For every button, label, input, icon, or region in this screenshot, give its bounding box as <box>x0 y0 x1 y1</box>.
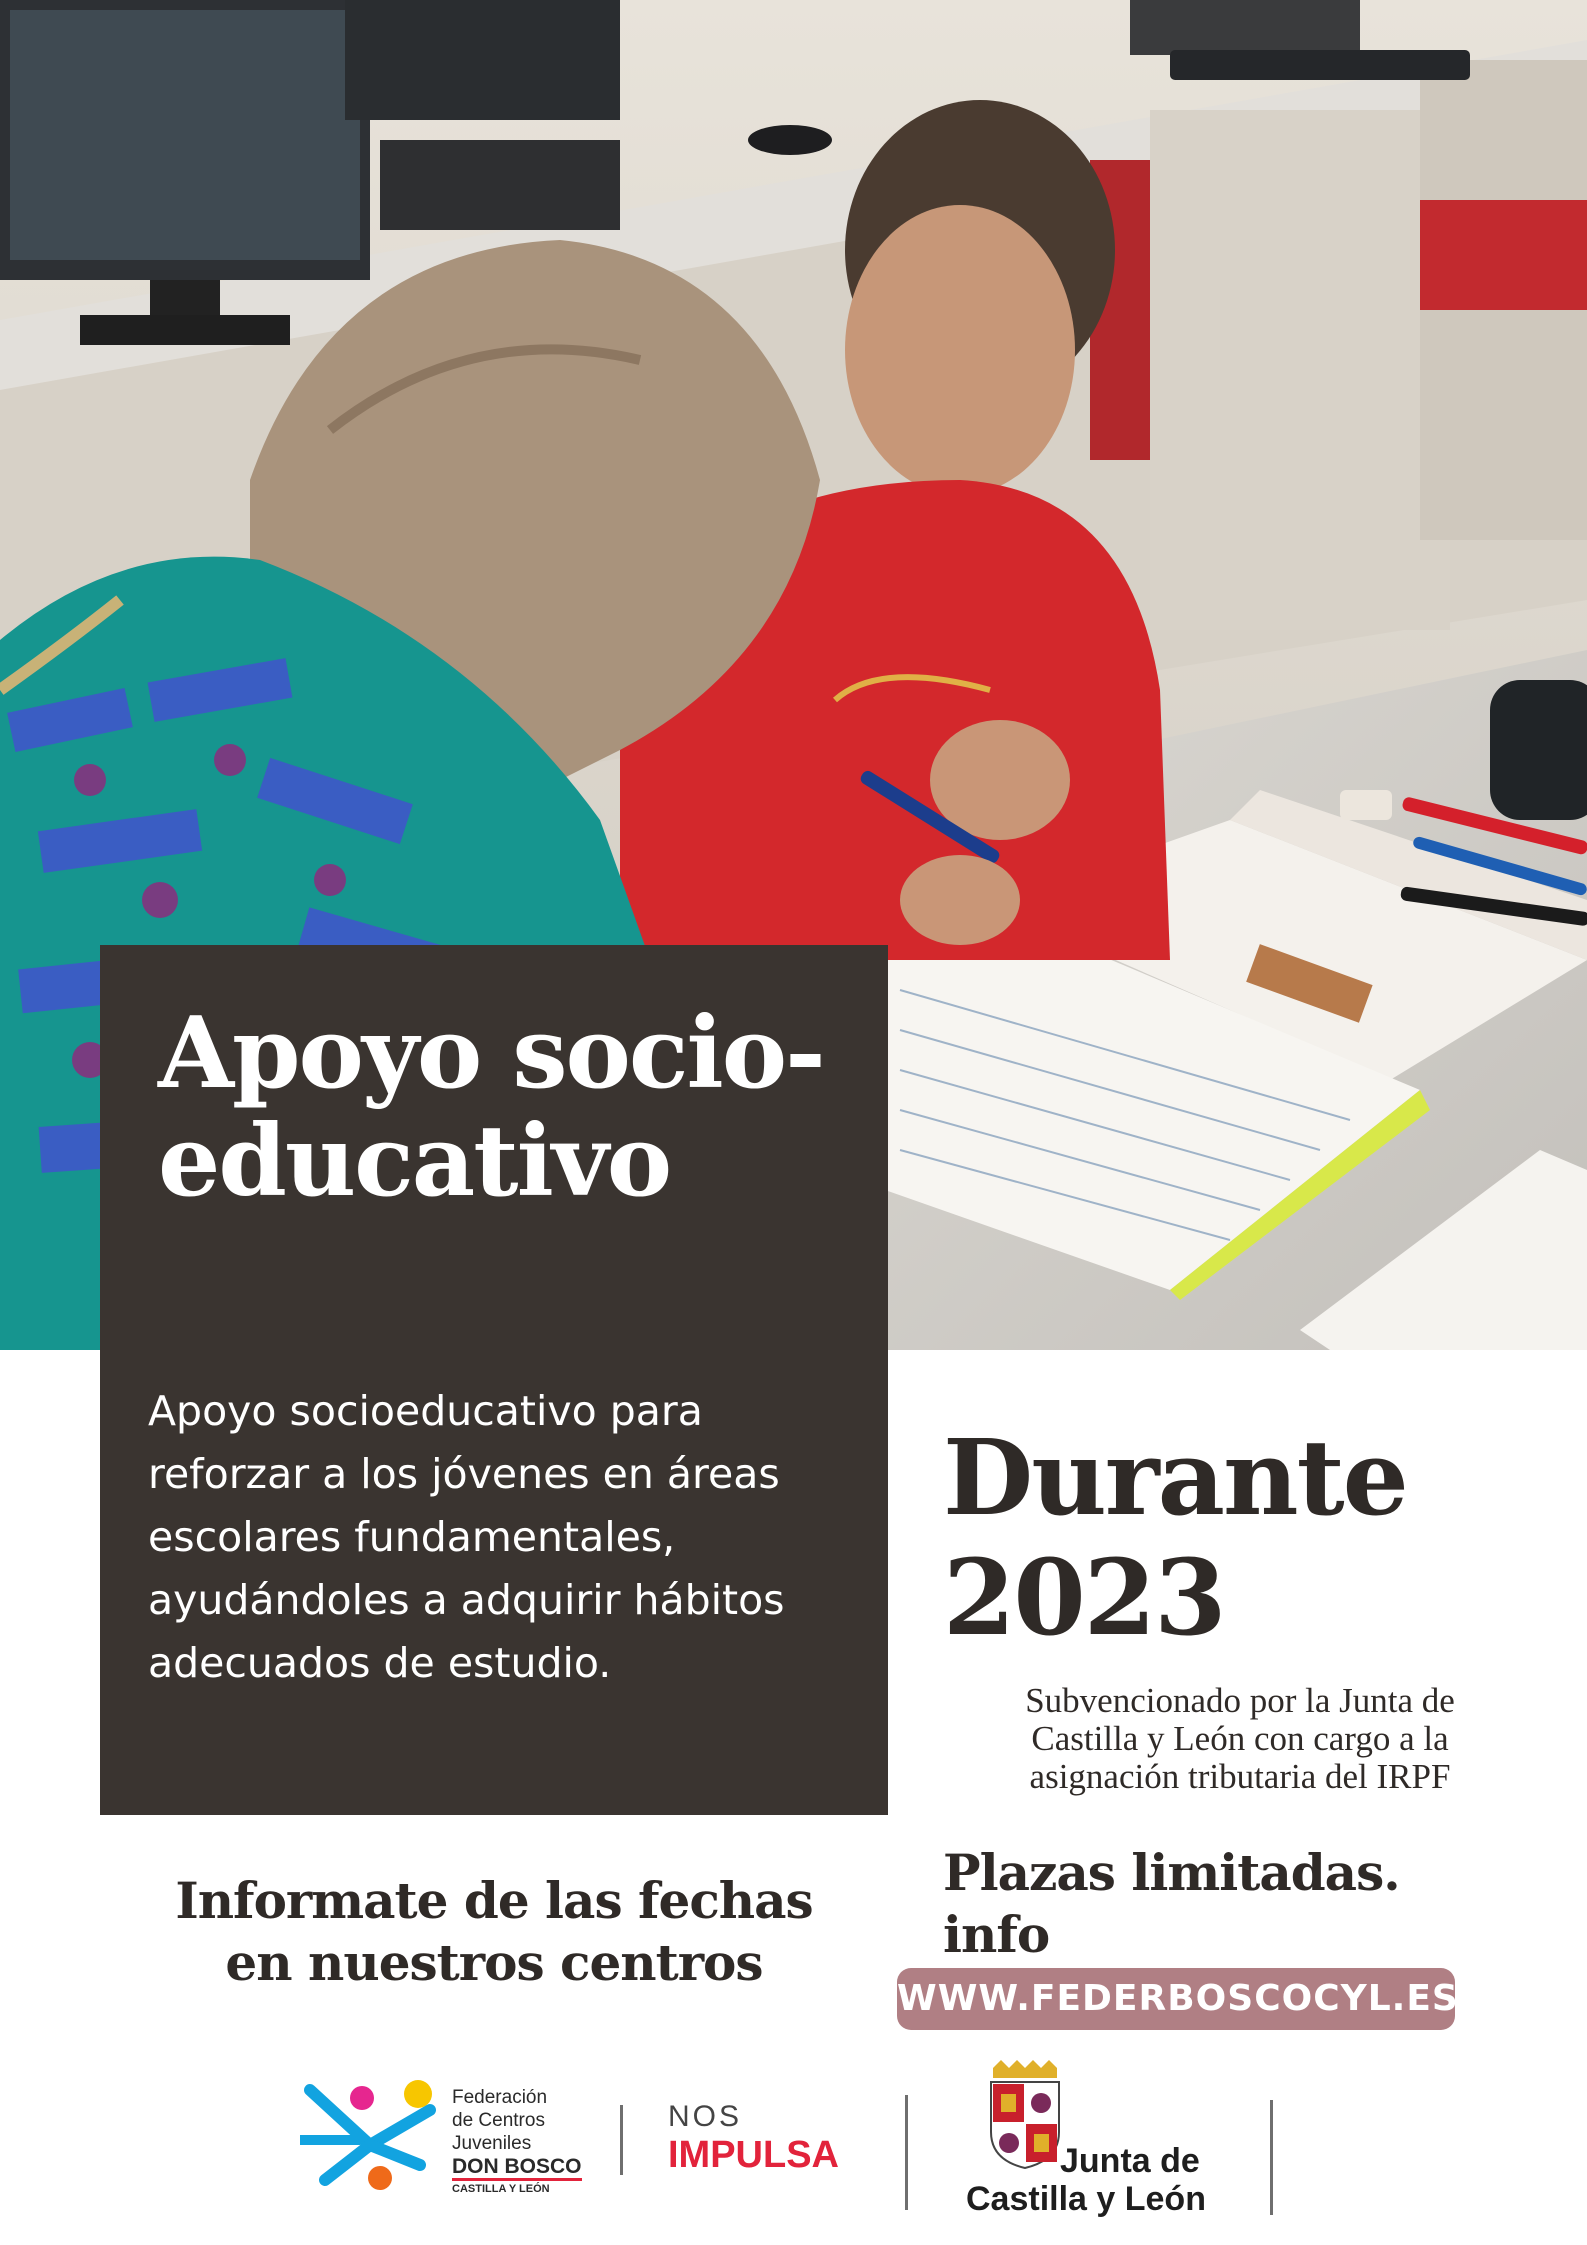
date-heading <box>943 1418 1503 1658</box>
logo-divider-1 <box>620 2105 623 2175</box>
limited-places-text <box>943 1842 1503 1966</box>
federacion-logo <box>300 2070 600 2210</box>
date-line-1: Durante <box>943 1416 1407 1539</box>
logo-divider-3 <box>1270 2100 1273 2215</box>
title-line-2: educativo <box>158 1104 671 1219</box>
logo-divider-2 <box>905 2095 908 2210</box>
plazas-line-2: info <box>943 1905 1050 1964</box>
subsidy-note <box>930 1682 1550 1796</box>
subsidy-line-1: Subvencionado por la Junta de <box>1025 1681 1455 1720</box>
plazas-line-1: Plazas limitadas. <box>943 1843 1400 1902</box>
date-year: 2023 <box>943 1536 1225 1659</box>
junta-line-1: Junta de <box>1060 2142 1200 2180</box>
nos-label: NOS <box>668 2100 743 2133</box>
junta-line-2: Castilla y León <box>966 2180 1206 2218</box>
federacion-emblem-icon <box>300 2070 440 2200</box>
federacion-line-2: de Centros <box>452 2110 545 2131</box>
informate-line-1: Informate de las fechas <box>175 1871 813 1930</box>
federacion-line-5: CASTILLA Y LEÓN <box>452 2178 582 2197</box>
page-title <box>158 996 858 1219</box>
subsidy-line-3: asignación tributaria del IRPF <box>1029 1757 1451 1796</box>
federacion-line-3: Juveniles <box>452 2133 532 2154</box>
title-line-1: Apoyo socio- <box>158 996 824 1111</box>
federacion-line-4: DON BOSCO <box>452 2155 582 2178</box>
nos-impulsa-logo <box>668 2100 868 2190</box>
coat-of-arms-icon <box>985 2060 1065 2170</box>
impulsa-label: IMPULSA <box>668 2134 839 2176</box>
federacion-line-1: Federación <box>452 2087 548 2108</box>
informate-line-2: en nuestros centros <box>225 1933 763 1992</box>
subsidy-line-2: Castilla y León con cargo a la <box>1031 1719 1449 1758</box>
website-link[interactable]: WWW.FEDERBOSCOCYL.ES <box>897 1968 1455 2030</box>
program-description: Apoyo socioeducativo para reforzar a los jóvenes en áreas escolares fundamentales, ayudándoles a adquirir hábitos adecuados de estudio. <box>148 1387 785 1687</box>
junta-logo <box>960 2060 1260 2220</box>
dates-info-text <box>100 1870 888 1994</box>
